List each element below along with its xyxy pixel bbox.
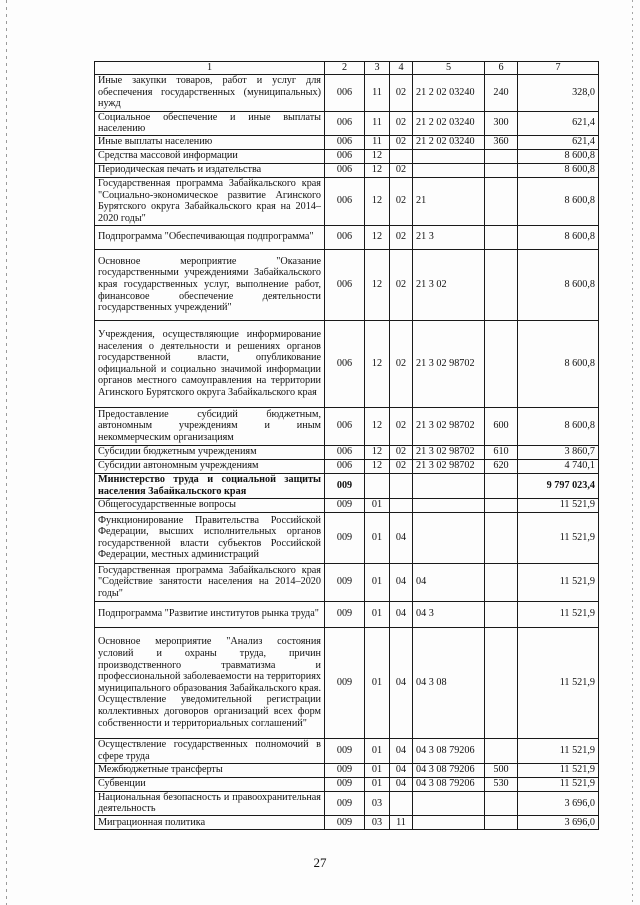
target-article-cell (413, 815, 485, 829)
row-name-cell: Учреждения, осуществляющие информирование населения о деятельности и решениях органов государственной власти, опубликование официальной и социально значимой информации органов местного самоуправления на территории Агинского Бурятского округа Забайкальского края (95, 320, 325, 407)
target-article-cell: 21 3 02 98702 (413, 459, 485, 473)
subsection-code-cell: 02 (390, 320, 413, 407)
subsection-code-cell (390, 791, 413, 815)
table-row (95, 473, 599, 498)
table-row (95, 111, 599, 135)
subsection-code-cell (390, 498, 413, 512)
scan-edge-left (6, 0, 7, 905)
subsection-code-cell: 02 (390, 74, 413, 111)
target-article-cell: 21 2 02 03240 (413, 74, 485, 111)
row-name-cell: Субсидии автономным учреждениям (95, 459, 325, 473)
amount-cell: 8 600,8 (518, 407, 599, 445)
section-code-cell: 12 (365, 459, 390, 473)
expense-type-cell (485, 627, 518, 738)
target-article-cell: 21 3 02 98702 (413, 320, 485, 407)
row-name-cell: Государственная программа Забайкальского края "Социально-экономическое развитие Агинского Бурятского округа Забайкальского края на 2014–2020 годы" (95, 177, 325, 225)
subsection-code-cell: 04 (390, 763, 413, 777)
expense-type-cell: 600 (485, 407, 518, 445)
subsection-code-cell: 04 (390, 563, 413, 601)
subsection-code-cell: 02 (390, 407, 413, 445)
expense-type-cell (485, 225, 518, 249)
amount-cell: 8 600,8 (518, 225, 599, 249)
expense-type-cell: 620 (485, 459, 518, 473)
target-article-cell (413, 163, 485, 177)
chapter-code-cell: 009 (325, 777, 365, 791)
table-row (95, 777, 599, 791)
target-article-cell: 04 3 08 79206 (413, 777, 485, 791)
chapter-code-cell: 009 (325, 473, 365, 498)
section-code-cell: 12 (365, 249, 390, 320)
section-code-cell: 01 (365, 563, 390, 601)
expense-type-cell (485, 163, 518, 177)
header-cell: 2 (325, 62, 365, 75)
header-cell: 4 (390, 62, 413, 75)
header-cell: 5 (413, 62, 485, 75)
expense-type-cell: 530 (485, 777, 518, 791)
expense-type-cell: 610 (485, 445, 518, 459)
section-code-cell: 11 (365, 135, 390, 149)
section-code-cell: 01 (365, 763, 390, 777)
amount-cell: 11 521,9 (518, 563, 599, 601)
expense-type-cell (485, 149, 518, 163)
section-code-cell: 01 (365, 627, 390, 738)
subsection-code-cell: 02 (390, 163, 413, 177)
subsection-code-cell: 02 (390, 459, 413, 473)
subsection-code-cell: 04 (390, 627, 413, 738)
table-row (95, 512, 599, 563)
page-number: 27 (313, 855, 327, 870)
target-article-cell: 21 (413, 177, 485, 225)
chapter-code-cell: 006 (325, 111, 365, 135)
row-name-cell: Функционирование Правительства Российской Федерации, высших исполнительных органов государственной власти субъектов Российской Федерации, местных администраций (95, 512, 325, 563)
section-code-cell: 12 (365, 407, 390, 445)
section-code-cell: 12 (365, 163, 390, 177)
row-name-cell: Предоставление субсидий бюджетным, автономным учреждениям и иным некоммерческим организациям (95, 407, 325, 445)
section-code-cell: 12 (365, 149, 390, 163)
target-article-cell: 21 3 02 (413, 249, 485, 320)
chapter-code-cell: 006 (325, 320, 365, 407)
target-article-cell (413, 512, 485, 563)
amount-cell: 11 521,9 (518, 601, 599, 627)
table-row (95, 177, 599, 225)
section-code-cell: 01 (365, 498, 390, 512)
chapter-code-cell: 009 (325, 563, 365, 601)
header-cell: 1 (95, 62, 325, 75)
amount-cell: 621,4 (518, 111, 599, 135)
table-row (95, 563, 599, 601)
chapter-code-cell: 006 (325, 163, 365, 177)
target-article-cell: 21 2 02 03240 (413, 135, 485, 149)
target-article-cell: 21 3 02 98702 (413, 445, 485, 459)
table-row (95, 74, 599, 111)
subsection-code-cell: 02 (390, 177, 413, 225)
subsection-code-cell: 11 (390, 815, 413, 829)
expense-type-cell: 360 (485, 135, 518, 149)
expense-type-cell (485, 563, 518, 601)
target-article-cell (413, 498, 485, 512)
target-article-cell (413, 149, 485, 163)
row-name-cell: Основное мероприятие "Анализ состояния условий и охраны труда, причин производственного травматизма и профессиональной заболеваемости на территориях муниципального образования Забайкальского края. Осуществление уведомительной регистрации коллективных договоров организаций всех форм собственности и территориальных соглашений" (95, 627, 325, 738)
table-row (95, 627, 599, 738)
chapter-code-cell: 009 (325, 815, 365, 829)
chapter-code-cell: 006 (325, 177, 365, 225)
section-code-cell (365, 473, 390, 498)
table-row (95, 815, 599, 829)
expense-type-cell: 240 (485, 74, 518, 111)
chapter-code-cell: 006 (325, 149, 365, 163)
expense-type-cell: 300 (485, 111, 518, 135)
subsection-code-cell: 04 (390, 738, 413, 763)
section-code-cell: 11 (365, 111, 390, 135)
amount-cell: 11 521,9 (518, 512, 599, 563)
row-name-cell: Подпрограмма "Обеспечивающая подпрограмма" (95, 225, 325, 249)
row-name-cell: Межбюджетные трансферты (95, 763, 325, 777)
amount-cell: 328,0 (518, 74, 599, 111)
expense-type-cell (485, 320, 518, 407)
section-code-cell: 01 (365, 601, 390, 627)
amount-cell: 11 521,9 (518, 498, 599, 512)
chapter-code-cell: 006 (325, 225, 365, 249)
chapter-code-cell: 009 (325, 498, 365, 512)
expense-type-cell (485, 512, 518, 563)
chapter-code-cell: 009 (325, 738, 365, 763)
row-name-cell: Миграционная политика (95, 815, 325, 829)
subsection-code-cell: 04 (390, 777, 413, 791)
target-article-cell (413, 473, 485, 498)
row-name-cell: Государственная программа Забайкальского края "Содействие занятости населения на 2014–2020 годы" (95, 563, 325, 601)
amount-cell: 8 600,8 (518, 249, 599, 320)
amount-cell: 11 521,9 (518, 738, 599, 763)
row-name-cell: Подпрограмма "Развитие институтов рынка труда" (95, 601, 325, 627)
row-name-cell: Субсидии бюджетным учреждениям (95, 445, 325, 459)
table-row (95, 135, 599, 149)
table-row (95, 225, 599, 249)
amount-cell: 3 696,0 (518, 791, 599, 815)
section-code-cell: 12 (365, 225, 390, 249)
amount-cell: 11 521,9 (518, 777, 599, 791)
table-row (95, 738, 599, 763)
table-row (95, 498, 599, 512)
subsection-code-cell: 04 (390, 601, 413, 627)
row-name-cell: Средства массовой информации (95, 149, 325, 163)
table-row (95, 763, 599, 777)
table-row (95, 459, 599, 473)
chapter-code-cell: 006 (325, 459, 365, 473)
amount-cell: 8 600,8 (518, 149, 599, 163)
header-cell: 3 (365, 62, 390, 75)
row-name-cell: Общегосударственные вопросы (95, 498, 325, 512)
budget-table (94, 61, 599, 830)
expense-type-cell (485, 815, 518, 829)
amount-cell: 8 600,8 (518, 177, 599, 225)
chapter-code-cell: 009 (325, 601, 365, 627)
amount-cell: 621,4 (518, 135, 599, 149)
table-row (95, 320, 599, 407)
subsection-code-cell: 02 (390, 111, 413, 135)
section-code-cell: 12 (365, 445, 390, 459)
amount-cell: 11 521,9 (518, 627, 599, 738)
expense-type-cell (485, 498, 518, 512)
amount-cell: 11 521,9 (518, 763, 599, 777)
amount-cell: 3 696,0 (518, 815, 599, 829)
chapter-code-cell: 006 (325, 249, 365, 320)
chapter-code-cell: 006 (325, 74, 365, 111)
row-name-cell: Министерство труда и социальной защиты населения Забайкальского края (95, 473, 325, 498)
row-name-cell: Основное мероприятие "Оказание государственными учреждениями Забайкальского края государственных услуг, выполнение работ, финансовое обеспечение деятельности государственных учреждений" (95, 249, 325, 320)
table-row (95, 149, 599, 163)
subsection-code-cell: 02 (390, 135, 413, 149)
section-code-cell: 01 (365, 512, 390, 563)
chapter-code-cell: 009 (325, 791, 365, 815)
target-article-cell (413, 791, 485, 815)
target-article-cell: 21 3 02 98702 (413, 407, 485, 445)
header-cell: 6 (485, 62, 518, 75)
target-article-cell: 04 3 08 79206 (413, 738, 485, 763)
chapter-code-cell: 006 (325, 445, 365, 459)
row-name-cell: Субвенции (95, 777, 325, 791)
subsection-code-cell (390, 473, 413, 498)
expense-type-cell (485, 177, 518, 225)
section-code-cell: 01 (365, 777, 390, 791)
chapter-code-cell: 006 (325, 407, 365, 445)
scan-edge-right (632, 0, 633, 905)
amount-cell: 9 797 023,4 (518, 473, 599, 498)
amount-cell: 8 600,8 (518, 320, 599, 407)
chapter-code-cell: 009 (325, 763, 365, 777)
section-code-cell: 03 (365, 791, 390, 815)
table-header-row (95, 62, 599, 75)
expense-type-cell (485, 249, 518, 320)
subsection-code-cell: 02 (390, 445, 413, 459)
table-row (95, 163, 599, 177)
table-row (95, 601, 599, 627)
row-name-cell: Осуществление государственных полномочий в сфере труда (95, 738, 325, 763)
expense-type-cell (485, 738, 518, 763)
amount-cell: 4 740,1 (518, 459, 599, 473)
chapter-code-cell: 009 (325, 512, 365, 563)
row-name-cell: Периодическая печать и издательства (95, 163, 325, 177)
row-name-cell: Иные закупки товаров, работ и услуг для обеспечения государственных (муниципальных) нужд (95, 74, 325, 111)
section-code-cell: 11 (365, 74, 390, 111)
expense-type-cell: 500 (485, 763, 518, 777)
chapter-code-cell: 006 (325, 135, 365, 149)
table-row (95, 249, 599, 320)
section-code-cell: 03 (365, 815, 390, 829)
subsection-code-cell: 04 (390, 512, 413, 563)
subsection-code-cell (390, 149, 413, 163)
target-article-cell: 04 3 08 79206 (413, 763, 485, 777)
target-article-cell: 04 3 08 (413, 627, 485, 738)
row-name-cell: Национальная безопасность и правоохранительная деятельность (95, 791, 325, 815)
expense-type-cell (485, 791, 518, 815)
chapter-code-cell: 009 (325, 627, 365, 738)
target-article-cell: 21 2 02 03240 (413, 111, 485, 135)
amount-cell: 3 860,7 (518, 445, 599, 459)
subsection-code-cell: 02 (390, 249, 413, 320)
amount-cell: 8 600,8 (518, 163, 599, 177)
section-code-cell: 12 (365, 320, 390, 407)
table-row (95, 407, 599, 445)
target-article-cell: 04 (413, 563, 485, 601)
expense-type-cell (485, 601, 518, 627)
target-article-cell: 04 3 (413, 601, 485, 627)
expense-type-cell (485, 473, 518, 498)
table-row (95, 445, 599, 459)
table-row (95, 791, 599, 815)
target-article-cell: 21 3 (413, 225, 485, 249)
row-name-cell: Иные выплаты населению (95, 135, 325, 149)
section-code-cell: 12 (365, 177, 390, 225)
header-cell: 7 (518, 62, 599, 75)
section-code-cell: 01 (365, 738, 390, 763)
subsection-code-cell: 02 (390, 225, 413, 249)
row-name-cell: Социальное обеспечение и иные выплаты населению (95, 111, 325, 135)
